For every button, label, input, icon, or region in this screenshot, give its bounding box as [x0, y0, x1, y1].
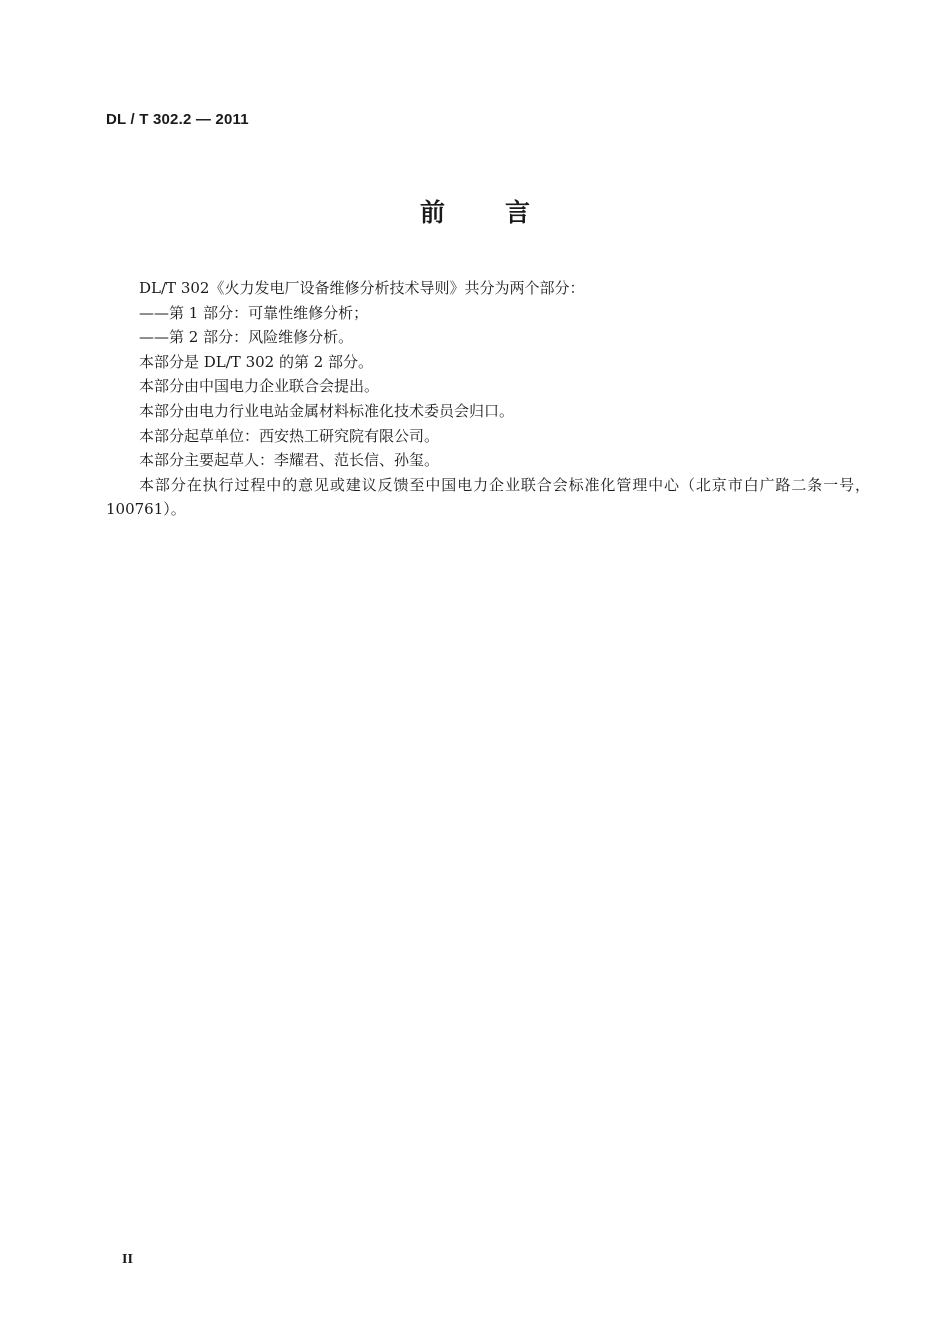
standard-code: DL / T 302.2 — 2011 — [106, 111, 249, 128]
paragraph-centralized-by: 本部分由电力行业电站金属材料标准化技术委员会归口。 — [139, 401, 515, 420]
paragraph-drafting-unit: 本部分起草单位：西安热工研究院有限公司。 — [139, 426, 440, 445]
page-title: 前言 — [419, 198, 590, 227]
paragraph-this-part: 本部分是 DL/T 302 的第 2 部分。 — [139, 352, 374, 371]
paragraph-drafters: 本部分主要起草人：李耀君、范长信、孙玺。 — [139, 451, 440, 470]
page-number: II — [122, 1252, 133, 1267]
paragraph-part-1: ——第 1 部分：可靠性维修分析； — [139, 303, 369, 322]
foreword-body — [106, 276, 870, 522]
paragraph-parts-intro: DL/T 302《火力发电厂设备维修分析技术导则》共分为两个部分： — [139, 279, 585, 297]
paragraph-feedback: 本部分在执行过程中的意见或建议反馈至中国电力企业联合会标准化管理中心（北京市白广路二条一号，100761）。 — [106, 475, 870, 519]
paragraph-part-2: ——第 2 部分：风险维修分析。 — [139, 328, 354, 347]
paragraph-proposed-by: 本部分由中国电力企业联合会提出。 — [139, 377, 380, 396]
